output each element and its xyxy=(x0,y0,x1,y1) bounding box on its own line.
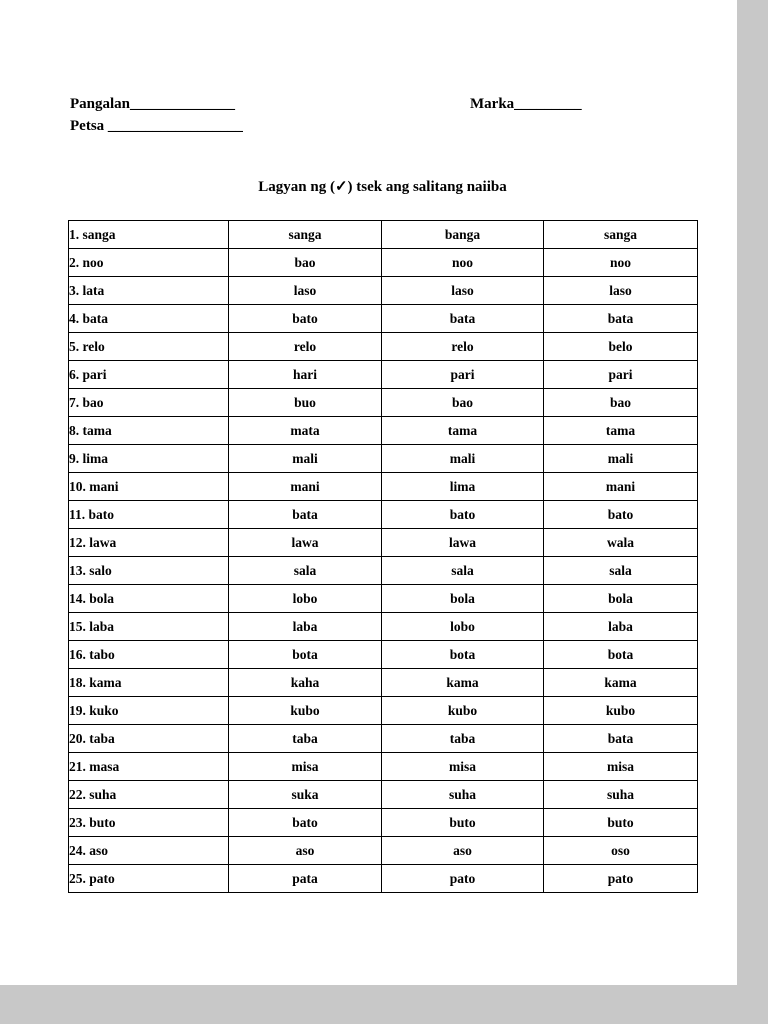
option-cell: lawa xyxy=(382,529,544,557)
option-cell: bato xyxy=(382,501,544,529)
option-cell: misa xyxy=(382,753,544,781)
option-cell: noo xyxy=(382,249,544,277)
option-cell: kubo xyxy=(544,697,698,725)
item-cell: 13. salo xyxy=(69,557,229,585)
table-row xyxy=(69,473,698,501)
option-cell: mata xyxy=(229,417,382,445)
option-cell: noo xyxy=(544,249,698,277)
option-cell: bota xyxy=(382,641,544,669)
option-cell: kubo xyxy=(229,697,382,725)
option-cell: bao xyxy=(229,249,382,277)
word-table xyxy=(68,220,698,893)
option-cell: taba xyxy=(229,725,382,753)
option-cell: buto xyxy=(544,809,698,837)
option-cell: laso xyxy=(229,277,382,305)
option-cell: taba xyxy=(382,725,544,753)
option-cell: bata xyxy=(229,501,382,529)
table-row xyxy=(69,417,698,445)
option-cell: bao xyxy=(544,389,698,417)
option-cell: bao xyxy=(382,389,544,417)
petsa-field-label: Petsa __________________ xyxy=(70,118,243,134)
item-cell: 3. lata xyxy=(69,277,229,305)
option-cell: kubo xyxy=(382,697,544,725)
table-row xyxy=(69,809,698,837)
option-cell: bola xyxy=(544,585,698,613)
item-cell: 4. bata xyxy=(69,305,229,333)
table-row xyxy=(69,837,698,865)
item-cell: 22. suha xyxy=(69,781,229,809)
table-row xyxy=(69,641,698,669)
table-row xyxy=(69,865,698,893)
item-cell: 12. lawa xyxy=(69,529,229,557)
option-cell: mani xyxy=(229,473,382,501)
item-cell: 10. mani xyxy=(69,473,229,501)
table-row xyxy=(69,501,698,529)
item-cell: 8. tama xyxy=(69,417,229,445)
option-cell: bata xyxy=(544,725,698,753)
table-row xyxy=(69,221,698,249)
table-row xyxy=(69,445,698,473)
option-cell: mali xyxy=(544,445,698,473)
option-cell: bota xyxy=(544,641,698,669)
option-cell: pari xyxy=(544,361,698,389)
table-row xyxy=(69,557,698,585)
table-row xyxy=(69,725,698,753)
item-cell: 21. masa xyxy=(69,753,229,781)
option-cell: lawa xyxy=(229,529,382,557)
item-cell: 15. laba xyxy=(69,613,229,641)
option-cell: hari xyxy=(229,361,382,389)
option-cell: laso xyxy=(544,277,698,305)
item-cell: 20. taba xyxy=(69,725,229,753)
item-cell: 6. pari xyxy=(69,361,229,389)
item-cell: 14. bola xyxy=(69,585,229,613)
table-row xyxy=(69,585,698,613)
table-row xyxy=(69,781,698,809)
item-cell: 18. kama xyxy=(69,669,229,697)
option-cell: bota xyxy=(229,641,382,669)
item-cell: 2. noo xyxy=(69,249,229,277)
option-cell: bato xyxy=(229,305,382,333)
option-cell: laba xyxy=(229,613,382,641)
option-cell: tama xyxy=(544,417,698,445)
table-row xyxy=(69,361,698,389)
option-cell: relo xyxy=(229,333,382,361)
option-cell: sanga xyxy=(229,221,382,249)
option-cell: bata xyxy=(544,305,698,333)
option-cell: pato xyxy=(382,865,544,893)
option-cell: aso xyxy=(229,837,382,865)
table-row xyxy=(69,277,698,305)
table-row xyxy=(69,753,698,781)
item-cell: 1. sanga xyxy=(69,221,229,249)
option-cell: mani xyxy=(544,473,698,501)
option-cell: sala xyxy=(382,557,544,585)
option-cell: banga xyxy=(382,221,544,249)
option-cell: pato xyxy=(544,865,698,893)
option-cell: mali xyxy=(229,445,382,473)
item-cell: 19. kuko xyxy=(69,697,229,725)
option-cell: aso xyxy=(382,837,544,865)
option-cell: oso xyxy=(544,837,698,865)
table-row xyxy=(69,613,698,641)
option-cell: bola xyxy=(382,585,544,613)
item-cell: 11. bato xyxy=(69,501,229,529)
option-cell: kama xyxy=(544,669,698,697)
table-row xyxy=(69,333,698,361)
item-cell: 24. aso xyxy=(69,837,229,865)
option-cell: kama xyxy=(382,669,544,697)
option-cell: bata xyxy=(382,305,544,333)
option-cell: sala xyxy=(544,557,698,585)
option-cell: tama xyxy=(382,417,544,445)
item-cell: 16. tabo xyxy=(69,641,229,669)
option-cell: lobo xyxy=(229,585,382,613)
name-field-label: Pangalan______________ xyxy=(70,96,236,112)
item-cell: 25. pato xyxy=(69,865,229,893)
option-cell: buo xyxy=(229,389,382,417)
option-cell: pata xyxy=(229,865,382,893)
option-cell: mali xyxy=(382,445,544,473)
marka-field-label: Marka_________ xyxy=(470,96,582,112)
option-cell: suha xyxy=(544,781,698,809)
option-cell: wala xyxy=(544,529,698,557)
option-cell: misa xyxy=(544,753,698,781)
table-row xyxy=(69,305,698,333)
item-cell: 23. buto xyxy=(69,809,229,837)
option-cell: lima xyxy=(382,473,544,501)
table-row xyxy=(69,529,698,557)
table-row xyxy=(69,389,698,417)
item-cell: 9. lima xyxy=(69,445,229,473)
item-cell: 7. bao xyxy=(69,389,229,417)
option-cell: sala xyxy=(229,557,382,585)
option-cell: laso xyxy=(382,277,544,305)
option-cell: relo xyxy=(382,333,544,361)
option-cell: suka xyxy=(229,781,382,809)
table-row xyxy=(69,669,698,697)
option-cell: bato xyxy=(544,501,698,529)
option-cell: suha xyxy=(382,781,544,809)
option-cell: misa xyxy=(229,753,382,781)
table-row xyxy=(69,249,698,277)
option-cell: pari xyxy=(382,361,544,389)
option-cell: laba xyxy=(544,613,698,641)
worksheet-title: Lagyan ng (✓) tsek ang salitang naiiba xyxy=(258,179,507,195)
option-cell: buto xyxy=(382,809,544,837)
option-cell: sanga xyxy=(544,221,698,249)
option-cell: lobo xyxy=(382,613,544,641)
option-cell: kaha xyxy=(229,669,382,697)
option-cell: bato xyxy=(229,809,382,837)
item-cell: 5. relo xyxy=(69,333,229,361)
option-cell: belo xyxy=(544,333,698,361)
table-row xyxy=(69,697,698,725)
